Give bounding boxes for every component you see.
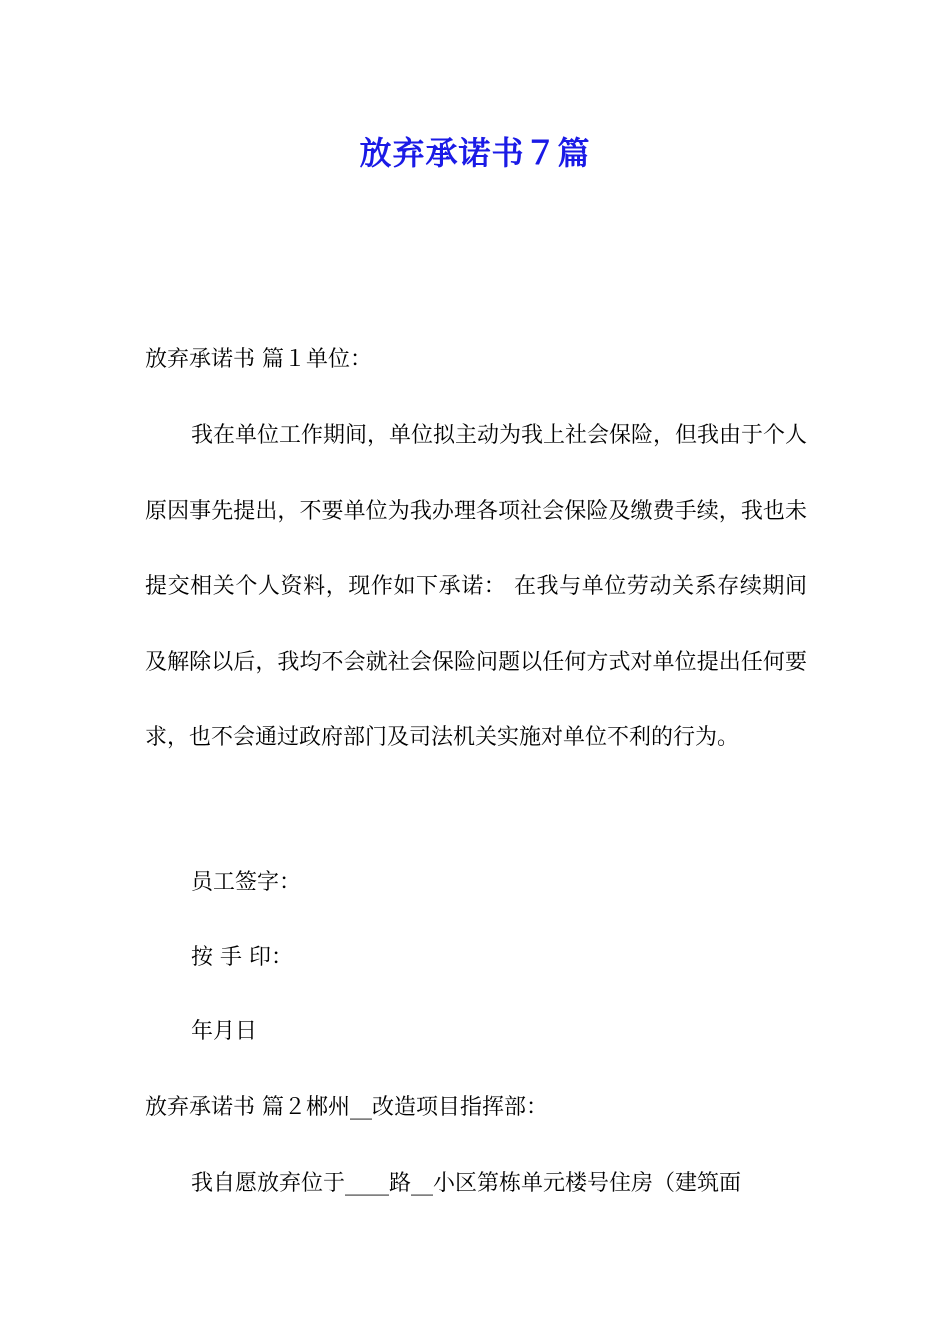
fingerprint-label: 按 手 印： <box>191 945 293 970</box>
section-2-heading: 放弃承诺书 篇２郴州__改造项目指挥部： <box>145 1095 548 1120</box>
section-1-heading: 放弃承诺书 篇１单位： <box>145 347 372 372</box>
date-label: 年月日 <box>191 1019 258 1044</box>
section-2-paragraph: 我自愿放弃位于____路__小区第栋单元楼号住房（建筑面 <box>191 1171 742 1196</box>
document-title: 放弃承诺书７篇 <box>359 134 591 172</box>
section-1-paragraph: 我在单位工作期间，单位拟主动为我上社会保险，但我由于个人原因事先提出，不要单位为我办理各项社会保险及缴费手续，我也未提交相关个人资料，现作如下承诺： 在我与单位劳动关系存续期间及解除以后，我均不会就社会保险问题以任何方式对单位提出任何要求，也不会通过政府部门及司法机关实施对单位不利的行为。 <box>145 423 808 750</box>
signature-label: 员工签字： <box>191 870 302 895</box>
